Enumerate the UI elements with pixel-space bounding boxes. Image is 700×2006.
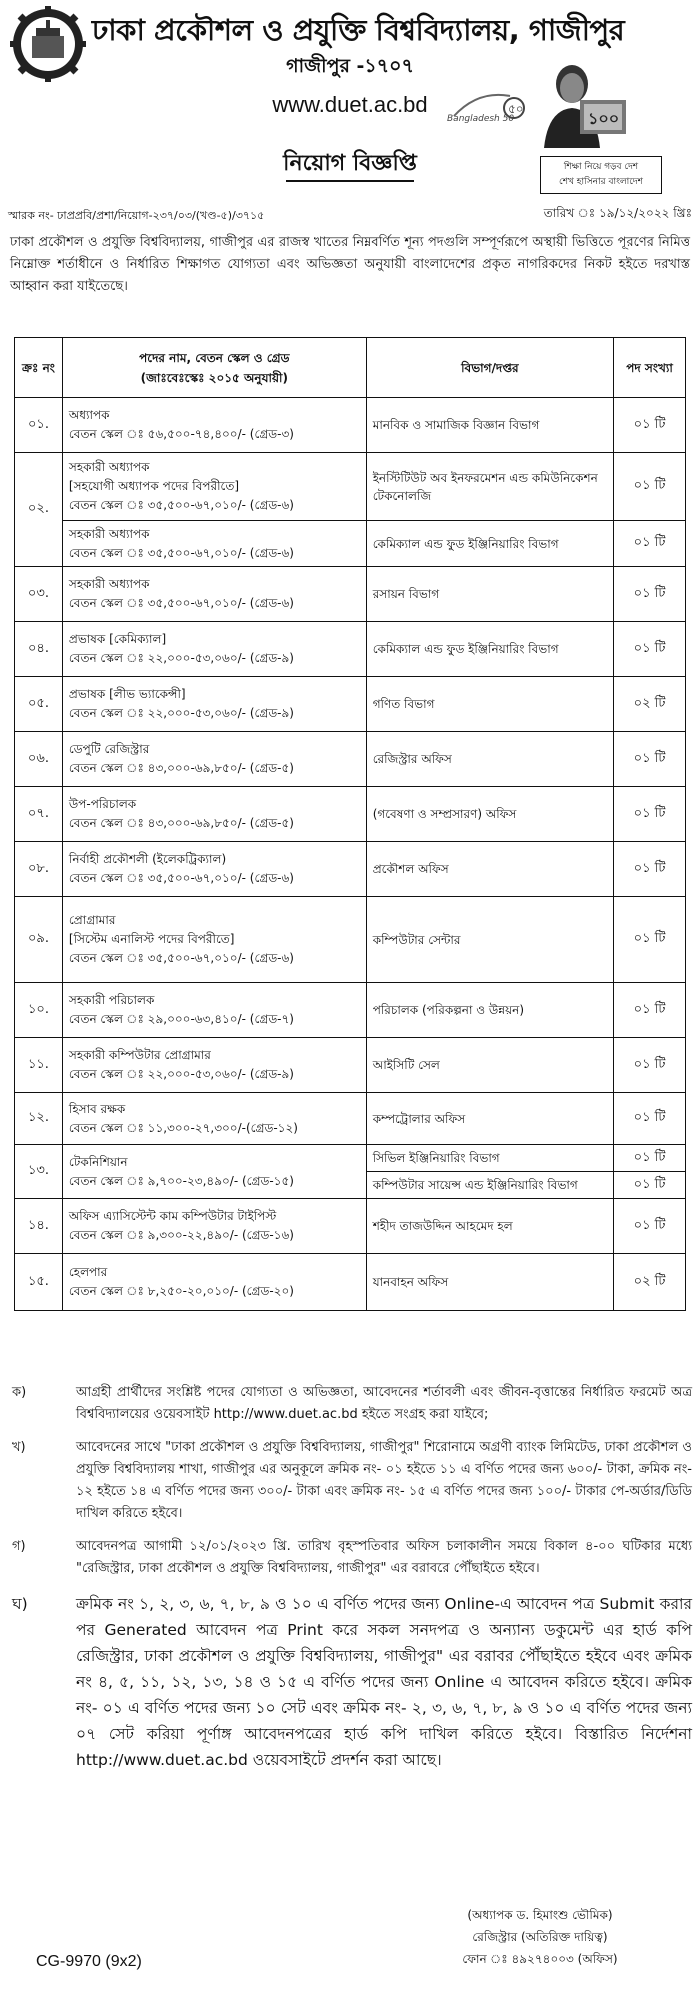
row-count: ০১ টি: [614, 1093, 686, 1145]
post-line: সহকারী পরিচালক: [68, 993, 155, 1007]
row-count: ০১ টি: [614, 1038, 686, 1093]
table-row: [15, 622, 686, 677]
svg-text:৫০: ৫০: [508, 102, 524, 116]
header-department: বিভাগ/দপ্তর: [366, 338, 613, 398]
term-marker: গ): [12, 1539, 26, 1554]
post-line: প্রভাষক [কেমিক্যাল]: [68, 632, 167, 646]
row-serial: ০২.: [15, 453, 63, 567]
term-item: [10, 1382, 692, 1426]
post-line: প্রভাষক [লীভ ভ্যাকেন্সী]: [68, 687, 186, 701]
term-text: আবেদনের সাথে "ঢাকা প্রকৌশল ও প্রযুক্তি বিশ্ববিদ্যালয়, গাজীপুর" শিরোনামে অগ্রণী ব্যাংক লিমিটেড, ঢাকা প্রকৌশল ও প্রযুক্তি বিশ্ববিদ্যালয় শাখা, গাজীপুর এর অনুকূলে ক্রমিক নং- ০১ হইতে ১১ এ বর্ণিত পদের জন্য ৬০০/- টাকা, ক্রমিক নং- ১২ হইতে ১৪ এ বর্ণিত পদের জন্য ৩০০/- টাকা এবং ক্রমিক নং- ১৫ এ বর্ণিত পদের জন্য ১০০/- টাকার পে-অর্ডার/ডিডি দাখিল করিতে হইবে।: [76, 1440, 692, 1521]
row-count: ০১ টি: [614, 521, 686, 567]
row-department: গণিত বিভাগ: [366, 677, 613, 732]
header-serial: ক্রঃ নং: [15, 338, 63, 398]
post-line: বেতন স্কেল ঃ ৯,৩০০-২২,৪৯০/- (গ্রেড-১৬): [68, 1228, 294, 1242]
table-row: [15, 983, 686, 1038]
post-line: বেতন স্কেল ঃ ৩৫,৫০০-৬৭,০১০/- (গ্রেড-৬): [68, 951, 294, 965]
row-post: [62, 521, 366, 567]
table-row: [15, 1093, 686, 1145]
row-post: [62, 1038, 366, 1093]
signature-block: [420, 1904, 660, 1970]
row-department: যানবাহন অফিস: [366, 1254, 613, 1311]
row-count: ০১ টি: [614, 732, 686, 787]
row-count: ০১ টি: [614, 1172, 686, 1199]
row-post: [62, 1254, 366, 1311]
row-department: আইসিটি সেল: [366, 1038, 613, 1093]
post-line: বেতন স্কেল ঃ ১১,৩০০-২৭,৩০০/-(গ্রেড-১২): [68, 1120, 298, 1135]
ad-code: CG-9970 (9x2): [36, 1953, 142, 1970]
term-text: আবেদনপত্র আগামী ১২/০১/২০২৩ খ্রি. তারিখ বৃহস্পতিবার অফিস চলাকালীন সময়ে বিকাল ৪-০০ ঘটিকার মধ্যে "রেজিস্ট্রার, ঢাকা প্রকৌশল ও প্রযুক্তি বিশ্ববিদ্যালয়, গাজীপুর" এর বরাবরে পৌঁছাইতে হইবে।: [76, 1539, 692, 1576]
row-post: [62, 1199, 366, 1254]
table-row: [15, 897, 686, 983]
terms-list: [10, 1382, 692, 1784]
post-line: বেতন স্কেল ঃ ২৯,০০০-৬৩,৪১০/- (গ্রেড-৭): [68, 1012, 294, 1026]
row-serial: ০৮.: [15, 842, 63, 897]
row-count: ০১ টি: [614, 398, 686, 453]
row-department: কম্পিউটার সায়েন্স এন্ড ইঞ্জিনিয়ারিং বিভাগ: [366, 1172, 613, 1199]
row-post: [62, 842, 366, 897]
row-post: [62, 677, 366, 732]
row-serial: ১৫.: [15, 1254, 63, 1311]
post-line: বেতন স্কেল ঃ ৩৫,৫০০-৬৭,০১০/- (গ্রেড-৬): [68, 871, 294, 885]
post-line: সহকারী অধ্যাপক: [68, 526, 150, 541]
row-post: [62, 983, 366, 1038]
row-post: [62, 398, 366, 453]
table-row: [15, 1038, 686, 1093]
notice-date: তারিখ ঃ ১৯/১২/২০২২ খ্রিঃ: [543, 206, 692, 220]
post-line: বেতন স্কেল ঃ ৮,২৫০-২০,০১০/- (গ্রেড-২০): [68, 1284, 294, 1298]
post-line: অফিস এ্যাসিস্টেন্ট কাম কম্পিউটার টাইপিস্ট: [68, 1209, 277, 1223]
post-line: বেতন স্কেল ঃ ২২,০০০-৫৩,০৬০/- (গ্রেড-৯): [68, 651, 294, 665]
memo-number: স্মারক নং- ঢাপ্রপ্রবি/প্রশা/নিয়োগ-২৩৭/০৩/(খণ্ড-৫)/৩৭১৫: [8, 209, 265, 222]
row-department: প্রকৌশল অফিস: [366, 842, 613, 897]
row-department: কেমিক্যাল এন্ড ফুড ইঞ্জিনিয়ারিং বিভাগ: [366, 622, 613, 677]
row-serial: ০৬.: [15, 732, 63, 787]
post-line: ডেপুটি রেজিস্ট্রার: [68, 742, 150, 756]
row-serial: ০৭.: [15, 787, 63, 842]
post-line: প্রোগ্রামার: [68, 913, 116, 927]
row-count: ০১ টি: [614, 897, 686, 983]
row-serial: ১৪.: [15, 1199, 63, 1254]
post-line: হিসাব রক্ষক: [68, 1101, 126, 1116]
row-post: [62, 453, 366, 521]
row-serial: ১৩.: [15, 1145, 63, 1199]
term-marker: ক): [12, 1385, 27, 1400]
row-department: কেমিক্যাল এন্ড ফুড ইঞ্জিনিয়ারিং বিভাগ: [366, 521, 613, 567]
row-serial: ১০.: [15, 983, 63, 1038]
signatory-name: (অধ্যাপক ড. হিমাংশু ভৌমিক): [467, 1908, 613, 1922]
table-row: [15, 521, 686, 567]
post-line: অধ্যাপক: [68, 408, 110, 422]
vacancy-table: [14, 337, 686, 1311]
row-post: [62, 1093, 366, 1145]
term-item: [10, 1437, 692, 1525]
row-serial: ০৪.: [15, 622, 63, 677]
emblem-caption: Bangladesh 50: [447, 114, 515, 124]
post-line: উপ-পরিচালক: [68, 797, 137, 811]
row-count: ০২ টি: [614, 1254, 686, 1311]
post-line: বেতন স্কেল ঃ ৫৬,৫০০-৭৪,৪০০/- (গ্রেড-৩): [68, 427, 294, 441]
term-item: [10, 1591, 692, 1773]
post-line: নির্বাহী প্রকৌশলী (ইলেকট্রিক্যাল): [68, 852, 227, 866]
table-row: [15, 567, 686, 622]
row-post: [62, 897, 366, 983]
post-line: সহকারী কম্পিউটার প্রোগ্রামার: [68, 1048, 211, 1062]
row-department: ইনস্টিটিউট অব ইনফরমেশন এন্ড কমিউনিকেশন টেকনোলজি: [366, 453, 613, 521]
row-department: মানবিক ও সামাজিক বিজ্ঞান বিভাগ: [366, 398, 613, 453]
row-count: ০২ টি: [614, 677, 686, 732]
table-row: [15, 677, 686, 732]
table-row: [15, 453, 686, 521]
row-post: [62, 1145, 366, 1199]
row-department: কম্পিউটার সেন্টার: [366, 897, 613, 983]
term-text: ক্রমিক নং ১, ২, ৩, ৬, ৭, ৮, ৯ ও ১০ এ বর্ণিত পদের জন্য Online-এ আবেদন পত্র Submit করার পর Generated আবেদন পত্র Print করে সকল সনদপত্র ও অন্যান্য ডকুমেন্ট এর হার্ড কপি রেজিস্ট্রার, ঢাকা প্রকৌশল ও প্রযুক্তি বিশ্ববিদ্যালয়, গাজীপুর" এর বরাবর পৌঁছাইতে হইবে এবং ক্রমিক নং ৪, ৫, ১১, ১২, ১৩, ১৪ ও ১৫ এ বর্ণিত পদের জন্য Online এ আবেদন করিতে হইবে। ক্রমিক নং- ০১ এ বর্ণিত পদের জন্য ১০ সেট এবং ক্রমিক নং- ২, ৩, ৬, ৭, ৮, ৯ ও ১০ এ বর্ণিত পদের জন্য ০৭ সেট করিয়া পূর্ণাঙ্গ আবেদনপত্রের হার্ড কপি দাখিল করিতে হইবে। বিস্তারিত নির্দেশনা http://www.duet.ac.bd ওয়েবসাইটে প্রদর্শন করা আছে।: [76, 1595, 692, 1769]
row-serial: ১২.: [15, 1093, 63, 1145]
post-line: সহকারী অধ্যাপক: [68, 460, 150, 474]
notice-title-underline: [286, 180, 414, 182]
table-row: [15, 1199, 686, 1254]
university-title: ঢাকা প্রকৌশল ও প্রযুক্তি বিশ্ববিদ্যালয়, গাজীপুর: [91, 13, 625, 47]
header-post: [62, 338, 366, 398]
row-department: পরিচালক (পরিকল্পনা ও উন্নয়ন): [366, 983, 613, 1038]
post-line: হেলপার: [68, 1265, 108, 1279]
post-line: বেতন স্কেল ঃ ২২,০০০-৫৩,০৬০/- (গ্রেড-৯): [68, 1067, 294, 1081]
row-serial: ০৯.: [15, 897, 63, 983]
row-serial: ১১.: [15, 1038, 63, 1093]
post-line: টেকনিশিয়ান: [68, 1154, 128, 1169]
table-header-row: [15, 338, 686, 398]
row-count: ০১ টি: [614, 842, 686, 897]
svg-text:১০০: ১০০: [588, 109, 620, 128]
post-line: বেতন স্কেল ঃ ২২,০০০-৫৩,০৬০/- (গ্রেড-৯): [68, 706, 294, 720]
post-line: বেতন স্কেল ঃ ৩৫,৫০০-৬৭,০১০/- (গ্রেড-৬): [68, 596, 294, 610]
mujib-badge-icon: [562, 96, 630, 138]
row-department: শহীদ তাজউদ্দিন আহমেদ হল: [366, 1199, 613, 1254]
slogan-line-2: শেখ হাসিনার বাংলাদেশ: [559, 177, 643, 187]
row-department: রসায়ন বিভাগ: [366, 567, 613, 622]
term-item: [10, 1536, 692, 1580]
post-line: বেতন স্কেল ঃ ৪৩,০০০-৬৯,৮৫০/- (গ্রেড-৫): [68, 816, 294, 830]
row-department: সিভিল ইঞ্জিনিয়ারিং বিভাগ: [366, 1145, 613, 1172]
header-count: পদ সংখ্যা: [614, 338, 686, 398]
row-serial: ০৩.: [15, 567, 63, 622]
row-count: ০১ টি: [614, 787, 686, 842]
slogan-line-1: শিক্ষা নিয়ে গড়ব দেশ: [563, 162, 639, 172]
intro-paragraph: ঢাকা প্রকৌশল ও প্রযুক্তি বিশ্ববিদ্যালয়, গাজীপুর এর রাজস্ব খাতের নিম্নবর্ণিত শূন্য পদগুলি সম্পূর্ণরূপে অস্থায়ী ভিত্তিতে পূরণের নিমিত্ত নিম্নোক্ত শর্তাধীনে ও নির্ধারিত শিক্ষাগত যোগ্যতা এবং অভিজ্ঞতা অনুযায়ী বাংলাদেশের প্রকৃত নাগরিকদের নিকট হইতে দরখাস্ত আহ্বান করা যাইতেছে।: [10, 235, 690, 294]
post-line: সহকারী অধ্যাপক: [68, 577, 150, 591]
row-post: [62, 622, 366, 677]
signatory-phone: ফোন ঃ ৪৯২৭৪০০৩ (অফিস): [462, 1952, 618, 1966]
post-line: [সহযোগী অধ্যাপক পদের বিপরীতে]: [68, 479, 240, 493]
row-count: ০১ টি: [614, 1199, 686, 1254]
row-count: ০১ টি: [614, 622, 686, 677]
table-row: [15, 732, 686, 787]
row-post: [62, 787, 366, 842]
term-text: আগ্রহী প্রার্থীদের সংশ্লিষ্ট পদের যোগ্যতা ও অভিজ্ঞতা, আবেদনের শর্তাবলী এবং জীবন-বৃত্তান্তের নির্ধারিত ফরমেট অত্র বিশ্ববিদ্যালয়ের ওয়েবসাইট http://www.duet.ac.bd হইতে সংগ্রহ করা যাইবে;: [76, 1385, 692, 1422]
term-marker: খ): [12, 1440, 26, 1455]
row-department: কম্পট্রোলার অফিস: [366, 1093, 613, 1145]
table-row: [15, 842, 686, 897]
row-post: [62, 732, 366, 787]
header-post-line-2: (জাঃবেঃস্কেঃ ২০১৫ অনুযায়ী): [140, 370, 288, 385]
post-line: [সিস্টেম এনালিস্ট পদের বিপরীতে]: [68, 932, 235, 946]
row-count: ০১ টি: [614, 567, 686, 622]
row-count: ০১ টি: [614, 453, 686, 521]
row-department: রেজিস্ট্রার অফিস: [366, 732, 613, 787]
header-post-line-1: পদের নাম, বেতন স্কেল ও গ্রেড: [139, 350, 290, 365]
post-line: বেতন স্কেল ঃ ৩৫,৫০০-৬৭,০১০/- (গ্রেড-৬): [68, 498, 294, 512]
post-line: বেতন স্কেল ঃ ৩৫,৫০০-৬৭,০১০/- (গ্রেড-৬): [68, 545, 294, 560]
post-line: বেতন স্কেল ঃ ৪৩,০০০-৬৯,৮৫০/- (গ্রেড-৫): [68, 761, 294, 775]
row-count: ০১ টি: [614, 983, 686, 1038]
university-website[interactable]: www.duet.ac.bd: [272, 92, 428, 117]
row-serial: ০৫.: [15, 677, 63, 732]
row-count: ০১ টি: [614, 1145, 686, 1172]
university-address: গাজীপুর -১৭০৭: [286, 55, 414, 77]
signatory-title: রেজিস্ট্রার (অতিরিক্ত দায়িত্ব): [472, 1930, 608, 1944]
table-row: [15, 787, 686, 842]
row-post: [62, 567, 366, 622]
table-row: [15, 398, 686, 453]
term-marker: ঘ): [12, 1595, 28, 1613]
table-row: [15, 1254, 686, 1311]
table-row: [15, 1145, 686, 1172]
row-department: (গবেষণা ও সম্প্রসারণ) অফিস: [366, 787, 613, 842]
post-line: বেতন স্কেল ঃ ৯,৭০০-২৩,৪৯০/- (গ্রেড-১৫): [68, 1173, 294, 1188]
notice-title: নিয়োগ বিজ্ঞপ্তি: [283, 151, 417, 176]
row-serial: ০১.: [15, 398, 63, 453]
